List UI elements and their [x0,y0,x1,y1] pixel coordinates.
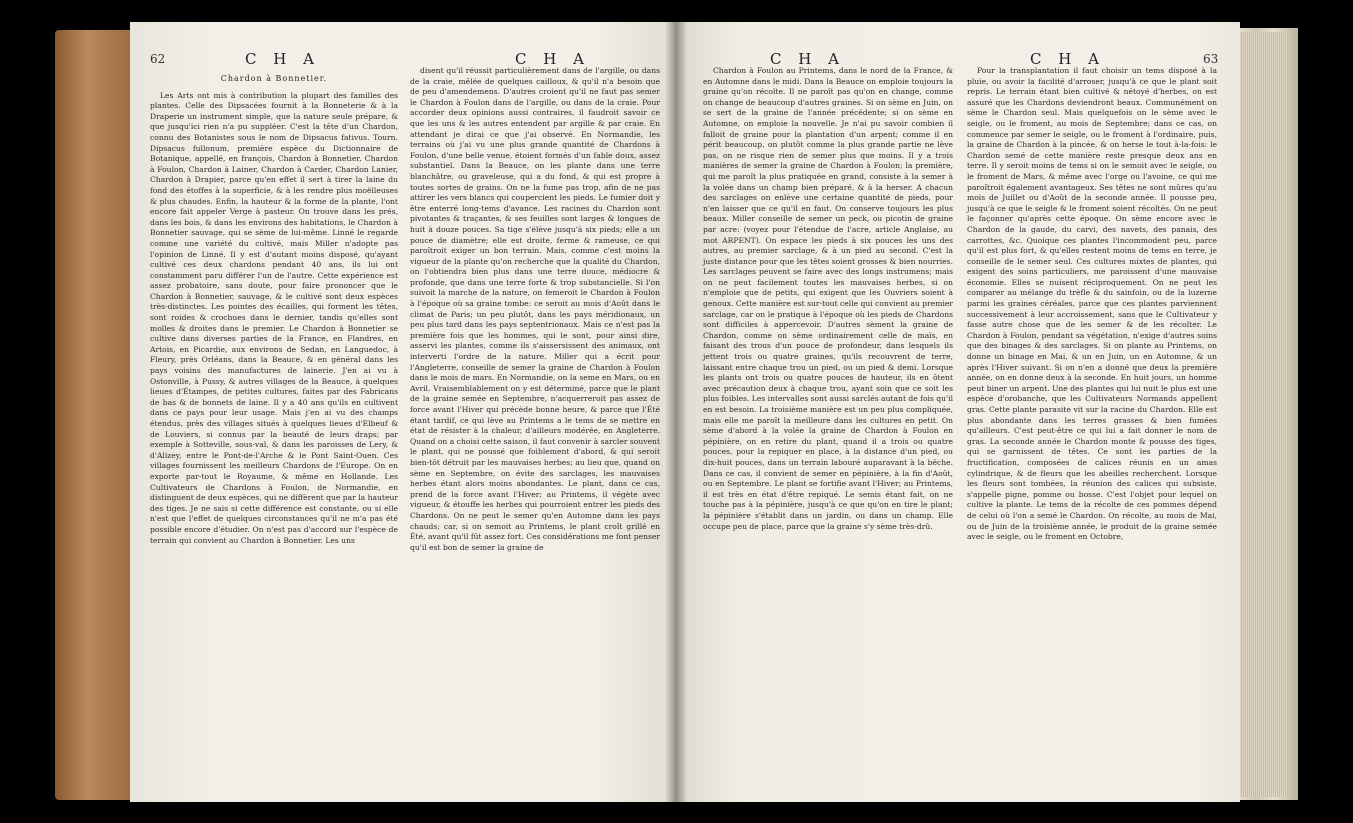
right-header-right: C H A [1030,50,1105,68]
right-column-1 [703,66,953,533]
right-column-2 [967,66,1217,544]
article-title: Chardon à Bonnetier. [220,74,328,83]
right-page-number: 63 [1203,52,1219,66]
book-gutter [665,22,687,802]
left-col2-text: disent qu'il réussit particulièrement dans de l'argille, ou dans de la craie, mêlée de quelques cailloux, & qu'il n'a besoin que de peu d'amendemens. D'autres croient qu'il ne faut pas semer le Chardon à Foulon dans de l'argille, ou dans de la craie. Pour accorder deux opinions aussi contraires, il faudroit savoir ce que les uns & les autres entendent par argille & par craie. En attendant je dirai ce que j'ai observé. En Normandie, les terrains où j'ai vu une plus grande quantité de Chardons à Foulon, d'une belle venue, étoient formés d'un fable doux, assez substantiel. Dans la Beauce, on les plante dans une terre blanchâtre, ou graveleuse, qui a du fond, & qui est propre à toutes sortes de grains. On ne la fume pas trop, afin de ne pas attirer les vers blancs qui coupercient les pieds. Le fumier doit y être enterré long-tems d'avance. Les racines du Chardon sont pivotantes & traçantes, & ses feuilles sont larges & longues de huit à douze pouces. Sa tige s'élève jusqu'à six pieds; elle a un pouce de diamètre; elle est droite, ferme & rameuse, ce qui paroîtroit exiger un bon terrain. Mais, comme c'est moins la vigueur de la plante qu'on recherche que la qualité du Chardon, on l'obtiendra bien plus dans une terre douce, médiocre & profonde, que dans une terre forte & trop substancielle. Si l'on suivoit la marche de la nature, on femeroit le Chardon à Foulon à l'époque où sa graine tombe: ce seroit au mois d'Août dans le climat de Paris; un peu plutôt, dans les pays méridionaux, un peu plus tard dans les pays septentrionaux. Mais ce n'est pas la première fois que les hommes, qui le sont, pour ainsi dire, asservi les plantes, comme ils s'aissersissent des animaux, ont interverti l'ordre de la nature. Miller qui a écrit pour l'Angleterre, conseille de semer la graine de Chardon à Foulon dans le mois de mars. En Normandie, on la seme en Mars, ou en Avril. Vraisemblablement on y est déterminé, parce que le plant de la graine semée en Septembre, n'acquerreroit pas assez de force avant l'Hiver qui précède bonne heure, & parce que l'Été étant tardif, ce qui lève au Printems a le tems de se mettre en état de résister à la chaleur, d'ailleurs modérée, en Angleterre. Quand on a choisi cette saison, il faut convenir à sarcler souvent le plant, qui ne poussé que foiblement d'abord, & qui seroit bien-tôt détruit par les mauvaises herbes; au lieu que, quand on sème en Septembre, on évite des sarclages, les mauvaises herbes étant alors moins abondantes. Le plant, dans ce cas, prend de la force avant l'Hiver; au Printems, il végète avec vigueur, & étouffe les herbes qui pourroient entrer les pieds des Chardons. On ne peut le semer qu'en Automne dans les pays chauds; car, si on semoit au Printems, le plant croît grillé en Été, avant qu'il fût assez fort. Ces considérations me font penser qu'il est bon de semer la graine de [410,66,660,552]
right-col1-text: Chardon à Foulon au Printems, dans le nord de la France, & en Automne dans le midi. Dans la Beauce on emploie toujours la graine qu'on récolte. Il ne paroît pas qu'on en change, comme on change de beaucoup d'autres graines. Si on sème en Juin, on se sert de la graine de l'année précédente; si on sème en Automne, on emploie la nouvelle. Je n'ai pu savoir combien il falloit de graine pour la plantation d'un arpent; comme il en périt beaucoup, on plutôt comme la plus grande partie ne lève pas, on ne risque rien de semer plus que moins. Il y a trois manières de semer la graine de Chardon à Foulon; la première, qui me paroît la plus pratiquée en grand, consiste à la semer à la volée dans un champ bien préparé, & à la herser. A chacun des sarclages on enlève une certaine quantité de pieds, pour n'en laisser que ce qu'il en faut. On conserve toujours les plus beaux. Miller conseille de semer un peck, ou picotin de graine par acre: (voyez pour l'étendue de l'acre, article Anglaise, au mot ARPENT). On espace les pieds à six pouces les uns des autres, au premier sarclage, & à un pied au second. C'est la juste distance pour que les têtes soient grosses & bien nourries. Les sarclages peuvent se faire avec des longs instrumens; mais on ne peut facilement toutes les mauvaises herbes, si on n'emploie que de petits, qui exigent que les Ouvriers soient à genoux. Cette manière est sur-tout celle qui convient au premier sarclage, car on le pratique à l'époque où les pieds de Chardons sont difficiles à appercevoir. D'autres sèment la graine de Chardon, comme on sème ordinairement celle de maïs, en faisant des trous d'un pouce de profondeur, dans lesquels ils jettent trois ou quatre graines, qu'ils recouvrent de terre, laissant entre chaque trou un pied, ou un pied & demi. Lorsque les plants ont trois ou quatre pouces de hauteur, ils en ôtent avec précaution deux à chaque trou, ayant soin que ce soit les plus foibles. Les intervalles sont aussi sarclés autant de fois qu'il en est besoin. La troisième manière est un peu plus compliquée, mais elle me paroît la meilleure dans les cultures en petit. On sème d'abord à la volée la graine de Chardon à Foulon en pépinière, on en retire du plant, quand il a trois ou quatre pouces, pour la repiquer en place, à la distance d'un pied, ou dix-huit pouces, dans un terrain labouré auparavant à la bêche. Dans ce cas, il convient de semer en pépinière, à la fin d'Août, ou en Septembre. Le plant se fortifie avant l'Hiver; au Printems, il est très en état d'être repiqué. Le semis étant fait, on ne touche pas à la pépinière, jusqu'à ce que qu'on en tire le plant; la pépinière s'établit dans un jardin, ou dans un champ. Elle occupe peu de place, parce que la graine s'y sème très-drû. [703,66,953,531]
left-column-1 [150,74,398,547]
left-column-2 [410,66,660,554]
open-book [55,22,1298,802]
right-col2-text: Pour la transplantation il faut choisir un tems disposé à la pluie, ou avoir la facilité d'arroser, jusqu'à ce que le plant soit repris. Le terrain étant bien cultivé & nétoyé d'herbes, on est assuré que les Chardons deviendront beaux. Communément on sème le Chardon seul. Mais quelquefois on le sème avec le seigle, ou le froment, au mois de Septembre; dans ce cas, on commence par semer le seigle, ou le froment à l'ordinaire, puis, la graine de Chardon à la pincée, & on herse le tout à-la-fois: le Chardon semé de cette manière reste presque deux ans en terre. Il y seroit moins de tems si on le semoit avec le seigle, ou le froment de Mars, & même avec l'orge ou l'avoine, ce qui me paroîtroit également avantageux. Ses têtes ne sont mûres qu'au mois de Juillet ou d'Août de la seconde année. Il pousse peu, jusqu'à ce que le seigle & le froment soient récoltés. On ne peut le façonner qu'après cette époque. On sème encore avec le Chardon de la gaude, du carvi, des navets, des panais, des carrottes, &c. Quoique ces plantes l'incommodent peu, parce qu'il est plus fort, & qu'elles restent moins de tems en terre, je conseille de le semer seul. Ces cultures mixtes de plantes, qui exigent des soins particuliers, me paroissent d'une mauvaise économie. Elles se nuisent réciproquement. On ne peut les comparer au mélange du trèfle & du sainfoin, ou de la luzerne parmi les graines céréales, parce que ces plantes parviennent successivement à leur accroissement, sans que le Cultivateur y fasse autre chose que de les semer & de les récolter. Le Chardon à Foulon, pendant sa végétation, n'exige d'autres soins que des binages & des sarclages. Si on plante au Printems, on donne un binage en Mai, & un en Juin, un en Automne, & un après l'Hiver suivant. Si on n'en a donné que deux la première année, on en donne deux à la seconde. En huit jours, un homme peut biner un arpent. Une des plantes qui lui nuit le plus est une espèce d'orobanche, que les Cultivateurs Normands appellent gras. Cette plante parasite vit sur la racine du Chardon. Elle est plus abondante dans les terres grasses & bien fumées qu'ailleurs. C'est peut-être ce qui lui a fait donner le nom de gras. La seconde année le Chardon monte & pousse des tiges, qui se garnissent de têtes. Ce sont les parties de la fructification, composées de calices réunis en un amas cylindrique, & de fleurs que les abeilles recherchent. Lorsque les fleurs sont tombées, la réunion des calices qui subsiste, s'appelle pigne, pomme ou bosse. C'est l'objet pour lequel on cultive la plante. Le tems de la récolte de ces pommes dépend de celui où l'on a semé le Chardon. On récolte, au mois de Mai, ou de Juin de la troisième année, le produit de la graine semée avec le seigle, ou le froment en Octobre, [967,66,1217,542]
left-page [130,22,675,802]
page-edges [1238,32,1288,797]
right-page [675,22,1240,802]
left-col1-text: Les Arts ont mis à contribution la plupart des familles des plantes. Celle des Dipsacées fournit à la Bonneterie & à la Draperie un instrument simple, que la nature seule prépare, & que jusqu'ici rien n'a pu suppléer. C'est la tête d'un Chardon, connu des Botanistes sous le nom de Dipsacus fativus. Tourn. Dipsacus fullonum, première espèce du Dictionnaire de Botanique, appellé, en françois, Chardon à Bonnetier, Chardon à Foulon, Chardon à Lainer, Chardon à Carder, Chardon Lanier, Chardon à Drapier, parce qu'en effet il sert à tirer la laine du fond des étoffes à la superficie, & à les rendre plus moëlleuses & plus chaudes. Enfin, la hauteur & la forme de la plante, l'ont encore fait appeler Verge à pasteur. On trouve dans les prés, dans les bois, & dans les environs des habitations, le Chardon à Bonnetier sauvage, qui se sème de lui-même. Linné le regarde comme une variété du cultivé, mais Miller n'adopte pas l'opinion de Linné. Il y est d'autant moins disposé, qu'ayant cultivé ces deux chardons pendant 40 ans, ils lui ont constamment paru différer l'un de l'autre. Cette expérience est assez probatoire, sans doute, pour faire prononcer que le Chardon à Bonnetier, sauvage, & le cultivé sont deux espèces très-distinctes. Les pointes des écailles, qui forment les têtes, sont roides & crochues dans le dernier, tandis qu'elles sont molles & droites dans le premier. Le Chardon à Bonnetier se cultive dans diverses parties de la France, en Flandres, en Artois, en Picardie, aux environs de Sedan, en Languedoc, à Fleury, près Orléans, dans la Beauce, & en général dans les pays voisins des manufactures de lainerie. J'en ai vu à Ostonville, à Pussy, & autres villages de la Beauce, à quelques lieues d'Étampes, de petites cultures, faites par des Fabricans de bas & de bonnets de laine. Il y a 40 ans qu'ils en cultivent dans ce pays pour leur usage. Mais j'en ai vu des champs étendus, près des villages situés à quelques lieues d'Elbeuf & de Louviers, si connus par la beauté de leurs draps; par exemple à Sotteville, sous-val, & dans les paroisses de Lery, & d'Alizey, entre le Pont-de-l'Arche & le Pont Saint-Ouen. Ces villages fournissent les meilleurs Chardons de l'Europe. On en exporte par-tout le Royaume, & même en Hollande. Les Cultivateurs de Chardons à Foulon, de Normandie, en distinguent de deux espèces, qui ne diffèrent que par la hauteur des tiges. Je ne sais si cette différence est constante, ou si elle n'est que l'effet de quelques circonstances qu'il ne m'a pas été possible encore d'étudier. On n'est pas d'accord sur l'espèce de terrain qui convient au Chardon à Bonnetier. Les uns [150,90,398,545]
book-cover-left [55,30,135,800]
left-page-number: 62 [150,52,166,66]
left-header-right: C H A [515,50,590,68]
left-header-left: C H A [245,50,320,68]
right-header-left: C H A [770,50,845,68]
